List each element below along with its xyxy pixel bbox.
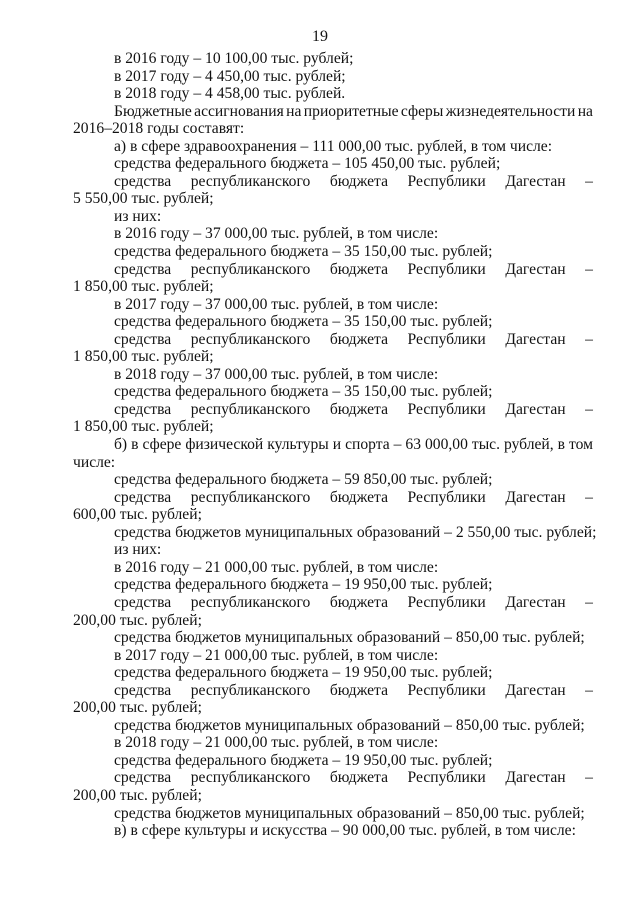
- word: бюджета: [329, 260, 388, 278]
- text-line: в 2016 году – 10 100,00 тыс. рублей;: [114, 50, 354, 67]
- word: средства: [114, 260, 172, 278]
- word: Республики: [407, 400, 486, 418]
- word: сфере: [142, 436, 182, 454]
- word: Республики: [407, 330, 486, 348]
- word: республиканского: [190, 488, 311, 506]
- word: Дагестан: [505, 260, 566, 278]
- word: средства: [114, 172, 172, 190]
- text-line: [73, 682, 593, 700]
- text-line: средства бюджетов муниципальных образований – 850,00 тыс. рублей;: [114, 804, 585, 822]
- word: культуры: [267, 436, 329, 454]
- word: в: [557, 436, 566, 454]
- text-line: [73, 331, 593, 349]
- text-line: средства бюджетов муниципальных образований – 2 550,00 тыс. рублей;: [114, 523, 597, 541]
- word: Дагестан: [505, 593, 566, 611]
- word: тыс.: [471, 436, 500, 454]
- word: –: [585, 330, 593, 348]
- text-line: в 2017 году – 21 000,00 тыс. рублей, в том числе:: [114, 646, 439, 664]
- word: республиканского: [190, 769, 311, 787]
- word: бюджета: [329, 593, 388, 611]
- text-line: средства федерального бюджета – 19 950,00 тыс. рублей;: [114, 751, 493, 769]
- word: 63: [405, 436, 422, 454]
- text-line: 2016–2018 годы составят:: [73, 120, 245, 138]
- document-body: [73, 50, 597, 840]
- word: бюджета: [329, 400, 388, 418]
- text-line: в) в сфере культуры и искусства – 90 000,00 тыс. рублей, в том числе:: [114, 822, 576, 840]
- text-line: 200,00 тыс. рублей;: [73, 611, 202, 629]
- text-line: в 2018 году – 21 000,00 тыс. рублей, в том числе:: [114, 734, 439, 752]
- word: бюджета: [329, 172, 388, 190]
- text-line: средства федерального бюджета – 105 450,00 тыс. рублей;: [114, 155, 501, 173]
- word: Бюджетные: [114, 102, 192, 120]
- text-line: [73, 436, 593, 454]
- word: Дагестан: [505, 330, 566, 348]
- word: Республики: [407, 260, 486, 278]
- text-line: [73, 594, 593, 612]
- word: 000,00: [425, 436, 468, 454]
- word: Дагестан: [505, 400, 566, 418]
- word: рублей,: [503, 436, 554, 454]
- word: бюджета: [329, 681, 388, 699]
- word: Республики: [407, 593, 486, 611]
- word: республиканского: [190, 593, 311, 611]
- text-line: 5 550,00 тыс. рублей;: [73, 190, 214, 208]
- text-line: 200,00 тыс. рублей;: [73, 786, 202, 804]
- text-line: в 2016 году – 37 000,00 тыс. рублей, в том числе:: [114, 225, 439, 243]
- word: Дагестан: [505, 769, 566, 787]
- word: Дагестан: [505, 488, 566, 506]
- text-line: [73, 489, 593, 507]
- text-line: в 2017 году – 4 450,00 тыс. рублей;: [114, 67, 346, 85]
- text-line: в 2018 году – 37 000,00 тыс. рублей, в том числе:: [114, 365, 439, 383]
- word: республиканского: [190, 400, 311, 418]
- word: –: [585, 681, 593, 699]
- word: Дагестан: [505, 681, 566, 699]
- word: –: [585, 593, 593, 611]
- text-line: в 2016 году – 21 000,00 тыс. рублей, в том числе:: [114, 558, 439, 576]
- word: средства: [114, 330, 172, 348]
- word: Республики: [407, 172, 486, 190]
- text-line: в 2018 году – 4 458,00 тыс. рублей.: [114, 85, 346, 103]
- word: –: [585, 400, 593, 418]
- word: бюджета: [329, 488, 388, 506]
- text-line: из них:: [114, 541, 162, 559]
- word: спорта: [345, 436, 390, 454]
- word: –: [585, 488, 593, 506]
- text-line: 1 850,00 тыс. рублей;: [73, 278, 214, 296]
- text-line: средства федерального бюджета – 35 150,00 тыс. рублей;: [114, 383, 493, 401]
- word: –: [585, 260, 593, 278]
- text-line: 1 850,00 тыс. рублей;: [73, 348, 214, 366]
- word: физической: [185, 436, 264, 454]
- word: бюджета: [329, 330, 388, 348]
- word: средства: [114, 769, 172, 787]
- text-line: [73, 401, 593, 419]
- text-line: числе:: [73, 453, 116, 471]
- text-line: а) в сфере здравоохранения – 111 000,00 тыс. рублей, в том числе:: [114, 137, 553, 155]
- word: бюджета: [329, 769, 388, 787]
- page-number: 19: [312, 28, 328, 45]
- text-line: средства федерального бюджета – 35 150,00 тыс. рублей;: [114, 313, 493, 331]
- text-line: средства бюджетов муниципальных образований – 850,00 тыс. рублей;: [114, 629, 585, 647]
- word: и: [332, 436, 342, 454]
- text-line: средства федерального бюджета – 35 150,00 тыс. рублей;: [114, 243, 493, 261]
- text-line: средства федерального бюджета – 19 950,00 тыс. рублей;: [114, 576, 493, 594]
- word: республиканского: [190, 681, 311, 699]
- word: –: [585, 172, 593, 190]
- word: Дагестан: [505, 172, 566, 190]
- word: сферы: [400, 102, 444, 120]
- text-line: [73, 173, 593, 191]
- text-line: 600,00 тыс. рублей;: [73, 506, 202, 524]
- word: приоритетные: [303, 102, 399, 120]
- text-line: средства федерального бюджета – 59 850,00 тыс. рублей;: [114, 471, 493, 489]
- word: –: [585, 769, 593, 787]
- word: жизнедеятельности: [445, 102, 576, 120]
- word: ассигнования: [194, 102, 284, 120]
- word: средства: [114, 400, 172, 418]
- word: Республики: [407, 769, 486, 787]
- text-line: в 2017 году – 37 000,00 тыс. рублей, в том числе:: [114, 295, 439, 313]
- word: средства: [114, 681, 172, 699]
- word: республиканского: [190, 260, 311, 278]
- word: Республики: [407, 681, 486, 699]
- word: б): [114, 436, 128, 454]
- word: на: [286, 102, 302, 120]
- text-line: [73, 103, 593, 121]
- word: республиканского: [190, 172, 311, 190]
- word: республиканского: [190, 330, 311, 348]
- word: на: [577, 102, 593, 120]
- text-line: 200,00 тыс. рублей;: [73, 699, 202, 717]
- text-line: из них:: [114, 207, 162, 225]
- text-line: [73, 769, 593, 787]
- text-line: [73, 261, 593, 279]
- text-line: средства федерального бюджета – 19 950,00 тыс. рублей;: [114, 664, 493, 682]
- word: –: [393, 436, 402, 454]
- text-line: средства бюджетов муниципальных образований – 850,00 тыс. рублей;: [114, 716, 585, 734]
- word: том: [569, 436, 593, 454]
- word: средства: [114, 593, 172, 611]
- word: Республики: [407, 488, 486, 506]
- word: в: [131, 436, 139, 454]
- text-line: 1 850,00 тыс. рублей;: [73, 418, 214, 436]
- word: средства: [114, 488, 172, 506]
